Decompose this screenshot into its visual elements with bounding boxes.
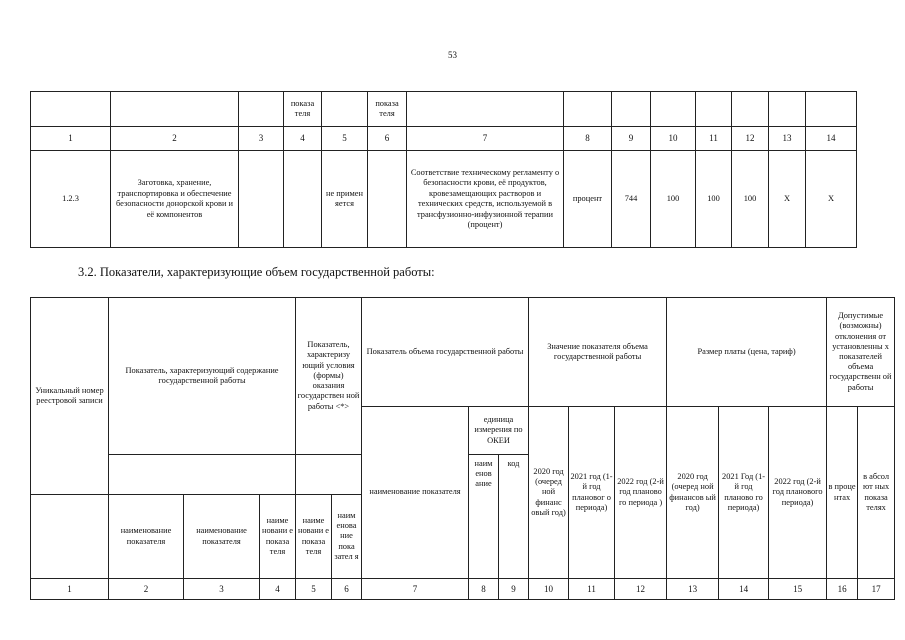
condition-group-header: Показатель, характеризу ющий условия (формы) оказания государствен ной работы <*>	[296, 298, 362, 455]
col-number: 7	[362, 579, 469, 600]
col-number: 6	[332, 579, 362, 600]
header-cell	[239, 92, 284, 127]
deviation-percent-header: в проце нтах	[827, 407, 858, 579]
indicator-name-header: наименование показателя	[362, 407, 469, 579]
col-number: 10	[529, 579, 569, 600]
header-cell	[612, 92, 651, 127]
value-2022: 100	[732, 151, 769, 248]
value-group-header: Значение показателя объема государственной работы	[529, 298, 667, 407]
unique-number-spacer	[31, 495, 109, 579]
header-cell	[732, 92, 769, 127]
page-number: 53	[448, 50, 457, 60]
unit-name-header: наим енов ание	[469, 455, 499, 579]
col-number: 8	[564, 127, 612, 151]
table-row	[31, 151, 857, 248]
content-name-1: наименование показателя	[109, 495, 184, 579]
condition-name-2: наим енова ние пока зател я	[332, 495, 362, 579]
header-cell	[407, 92, 564, 127]
header-cell	[651, 92, 696, 127]
col-number: 5	[322, 127, 368, 151]
deviation-absolute: Х	[806, 151, 857, 248]
price-2021-header: 2021 Год (1-й год планово го периода)	[719, 407, 769, 579]
col-number: 2	[109, 579, 184, 600]
price-2020-header: 2020 год (очеред ной финансов ый год)	[667, 407, 719, 579]
volume-indicators-table	[30, 297, 895, 600]
partial-header-row	[31, 92, 857, 127]
previous-page-quality-table	[30, 91, 857, 248]
col-number: 3	[184, 579, 260, 600]
unit-code: 744	[612, 151, 651, 248]
col-number: 15	[769, 579, 827, 600]
cell-c4	[284, 151, 322, 248]
cell-c3	[239, 151, 284, 248]
col-number: 16	[827, 579, 858, 600]
col-number: 14	[719, 579, 769, 600]
header-cell	[111, 92, 239, 127]
col-number: 1	[31, 127, 111, 151]
col-number: 2	[111, 127, 239, 151]
col-number: 8	[469, 579, 499, 600]
condition-group-spacer	[296, 455, 362, 495]
col-number: 17	[858, 579, 895, 600]
header-cell	[769, 92, 806, 127]
content-group-spacer	[109, 455, 296, 495]
quality-indicator-name: Соответствие техническому регламенту о безопасности крови, её продуктов, кровезамещающих растворов и технических средств, используемой в трансфузионно-инфузионной терапии (процент)	[407, 151, 564, 248]
unit-name: процент	[564, 151, 612, 248]
deviation-group-header: Допустимые (возможны) отклонения от установленны х показателей объема государственн ой работы	[827, 298, 895, 407]
col-number: 11	[569, 579, 615, 600]
col-number: 1	[31, 579, 109, 600]
condition-indicator: не примен яется	[322, 151, 368, 248]
column-number-row	[31, 127, 857, 151]
price-group-header: Размер платы (цена, тариф)	[667, 298, 827, 407]
col-number: 3	[239, 127, 284, 151]
condition-name-1: наиме новани е показа теля	[296, 495, 332, 579]
header-cell	[806, 92, 857, 127]
col-number: 6	[368, 127, 407, 151]
content-indicator: Заготовка, хранение, транспортировка и обеспечение безопасности донорской крови и её компонентов	[111, 151, 239, 248]
header-cell	[564, 92, 612, 127]
value-2021-header: 2021 год (1-й год плановог о периода)	[569, 407, 615, 579]
col-number: 12	[732, 127, 769, 151]
deviation-percent: Х	[769, 151, 806, 248]
unit-group-header: единица измерения по ОКЕИ	[469, 407, 529, 455]
content-name-3: наиме новани е показа теля	[260, 495, 296, 579]
header-cell-c6: показа теля	[368, 92, 407, 127]
price-2022-header: 2022 год (2-й год планового периода)	[769, 407, 827, 579]
col-number: 9	[499, 579, 529, 600]
section-heading: 3.2. Показатели, характеризующие объем государственной работы:	[78, 265, 435, 279]
value-2020-header: 2020 год (очеред ной финанс овый год)	[529, 407, 569, 579]
value-2022-header: 2022 год (2-й год планово го периода )	[615, 407, 667, 579]
header-row-1	[31, 298, 895, 407]
col-number: 11	[696, 127, 732, 151]
column-number-row	[31, 579, 895, 600]
col-number: 13	[769, 127, 806, 151]
col-number: 12	[615, 579, 667, 600]
deviation-absolute-header: в абсол ют ных показа телях	[858, 407, 895, 579]
col-number: 9	[612, 127, 651, 151]
value-2021: 100	[696, 151, 732, 248]
col-number: 4	[284, 127, 322, 151]
col-number: 5	[296, 579, 332, 600]
col-number: 14	[806, 127, 857, 151]
col-number: 13	[667, 579, 719, 600]
header-cell	[31, 92, 111, 127]
unit-code-header: код	[499, 455, 529, 579]
header-cell-c4: показа теля	[284, 92, 322, 127]
col-number: 10	[651, 127, 696, 151]
volume-group-header: Показатель объема государственной работы	[362, 298, 529, 407]
unique-number-header: Уникальный номер реестровой записи	[31, 298, 109, 495]
col-number: 4	[260, 579, 296, 600]
value-2020: 100	[651, 151, 696, 248]
header-cell	[696, 92, 732, 127]
header-cell	[322, 92, 368, 127]
content-name-2: наименование показателя	[184, 495, 260, 579]
col-number: 7	[407, 127, 564, 151]
content-group-header: Показатель, характеризующий содержание государственной работы	[109, 298, 296, 455]
registry-number: 1.2.3	[31, 151, 111, 248]
cell-c6	[368, 151, 407, 248]
